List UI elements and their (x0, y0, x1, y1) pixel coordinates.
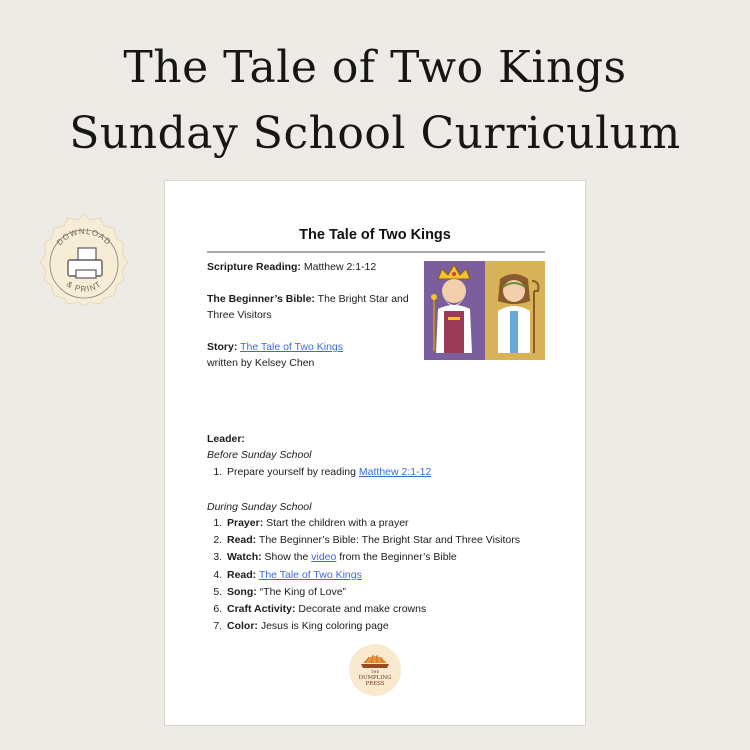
list-item (225, 567, 520, 584)
list-item (225, 515, 520, 532)
title-divider (207, 251, 545, 253)
during-steps-list (207, 515, 520, 635)
document-title: The Tale of Two Kings (299, 227, 451, 243)
bible-line-1 (207, 291, 409, 307)
page-title-line-1: The Tale of Two Kings (123, 42, 627, 93)
step-label: Watch: (227, 551, 262, 564)
list-item (225, 549, 520, 566)
logo-line-3: PRESS (365, 681, 385, 687)
step-label: Color: (227, 620, 258, 633)
step-text: “The King of Love” (259, 585, 347, 598)
badge-bottom-text: & PRINT (64, 279, 104, 294)
matthew-link[interactable]: Matthew 2:1-12 (358, 466, 432, 478)
badge-top-text: DOWNLOAD (54, 226, 114, 248)
story-line (207, 339, 343, 355)
step-label: Song: (227, 585, 257, 598)
list-item (225, 601, 520, 618)
scripture-label: Scripture Reading: (207, 261, 301, 273)
list-item (225, 532, 520, 549)
step-label: Craft Activity: (227, 603, 296, 616)
bible-value-2: Three Visitors (207, 309, 272, 321)
step-text: Start the children with a prayer (266, 517, 409, 529)
logo-line-1: THE (370, 670, 380, 674)
tale-link[interactable]: The Tale of Two Kings (258, 568, 362, 581)
scripture-line (207, 259, 376, 275)
leader-heading (207, 431, 245, 447)
leader-label: Leader: (207, 433, 245, 445)
during-heading: During Sunday School (207, 501, 312, 513)
page-title-line-2: Sunday School Curriculum (69, 108, 681, 159)
before-step-text: Prepare yourself by reading (227, 466, 359, 478)
two-kings-illustration (424, 261, 545, 360)
before-heading: Before Sunday School (207, 449, 312, 461)
step-text: Decorate and make crowns (298, 603, 427, 616)
step-label: Read: (227, 568, 257, 581)
dumpling-press-logo (348, 643, 402, 697)
scripture-value: Matthew 2:1-12 (303, 261, 377, 273)
story-link[interactable]: The Tale of Two Kings (240, 341, 344, 353)
story-author: written by Kelsey Chen (207, 357, 315, 369)
list-item (225, 464, 431, 481)
list-item (225, 584, 520, 601)
download-print-badge[interactable] (38, 208, 130, 306)
list-item (225, 618, 520, 635)
bible-label: The Beginner’s Bible: (207, 293, 315, 305)
logo-line-2: DUMPLING (358, 675, 392, 681)
step-label: Read: (227, 534, 257, 547)
bible-value-1: The Bright Star and (317, 293, 409, 305)
step-text: Jesus is King coloring page (260, 620, 389, 633)
step-text: The Beginner’s Bible: The Bright Star and Three Visitors (258, 534, 521, 547)
before-steps-list (207, 464, 431, 481)
step-text: Show the (264, 551, 312, 564)
story-label: Story: (207, 341, 238, 353)
step-text: from the Beginner’s Bible (336, 551, 457, 564)
step-label: Prayer: (227, 517, 264, 529)
video-link[interactable]: video (311, 551, 337, 564)
